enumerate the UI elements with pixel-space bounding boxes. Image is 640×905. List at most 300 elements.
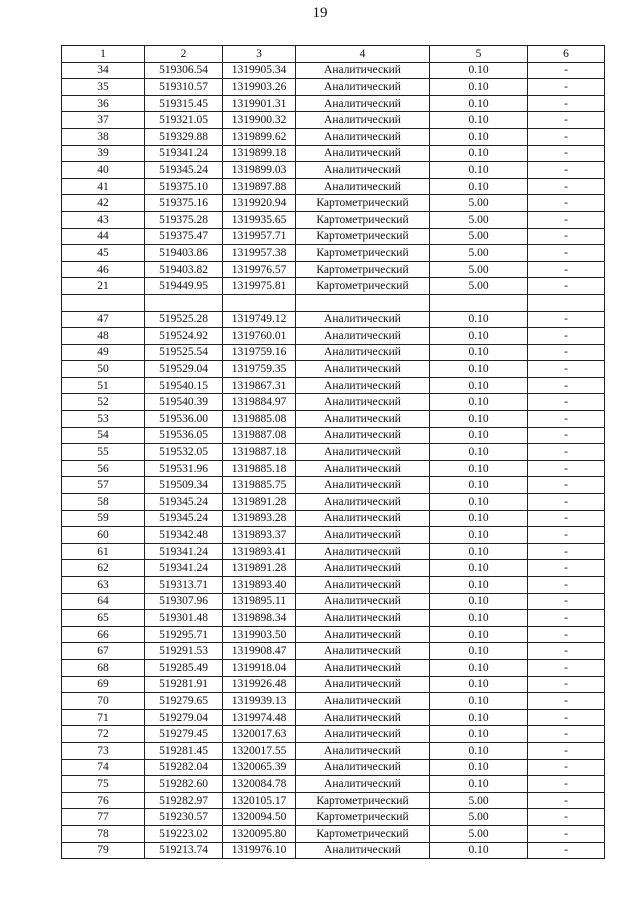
method-cell: Аналитический <box>296 643 430 660</box>
x-coordinate-cell: 519536.00 <box>145 411 223 428</box>
y-coordinate-cell: 1319885.75 <box>223 477 296 494</box>
table-row <box>62 394 605 411</box>
point-number-cell: 56 <box>62 460 145 477</box>
note-cell: - <box>528 776 605 793</box>
point-number-cell: 54 <box>62 427 145 444</box>
x-coordinate-cell: 519282.97 <box>145 792 223 809</box>
y-coordinate-cell: 1319920.94 <box>223 195 296 212</box>
method-cell: Аналитический <box>296 842 430 859</box>
point-number-cell: 42 <box>62 195 145 212</box>
method-cell: Аналитический <box>296 79 430 96</box>
point-number-cell: 58 <box>62 494 145 511</box>
method-cell: Картометрический <box>296 211 430 228</box>
header-cell: 4 <box>296 46 430 63</box>
method-cell: Аналитический <box>296 593 430 610</box>
x-coordinate-cell: 519531.96 <box>145 460 223 477</box>
table-row <box>62 344 605 361</box>
accuracy-cell: 0.10 <box>430 477 528 494</box>
point-number-cell: 76 <box>62 792 145 809</box>
point-number-cell: 21 <box>62 278 145 295</box>
note-cell: - <box>528 411 605 428</box>
accuracy-cell: 0.10 <box>430 560 528 577</box>
note-cell: - <box>528 626 605 643</box>
table-body <box>62 46 605 859</box>
note-cell: - <box>528 842 605 859</box>
y-coordinate-cell: 1319891.28 <box>223 560 296 577</box>
x-coordinate-cell: 519375.16 <box>145 195 223 212</box>
method-cell: Картометрический <box>296 809 430 826</box>
note-cell: - <box>528 245 605 262</box>
x-coordinate-cell: 519321.05 <box>145 112 223 129</box>
accuracy-cell: 5.00 <box>430 261 528 278</box>
method-cell: Аналитический <box>296 560 430 577</box>
point-number-cell: 39 <box>62 145 145 162</box>
accuracy-cell: 0.10 <box>430 377 528 394</box>
method-cell: Аналитический <box>296 95 430 112</box>
method-cell: Аналитический <box>296 328 430 345</box>
point-number-cell: 74 <box>62 759 145 776</box>
point-number-cell: 59 <box>62 510 145 527</box>
table-row <box>62 411 605 428</box>
y-coordinate-cell: 1320017.63 <box>223 726 296 743</box>
accuracy-cell: 0.10 <box>430 543 528 560</box>
note-cell: - <box>528 112 605 129</box>
x-coordinate-cell: 519509.34 <box>145 477 223 494</box>
y-coordinate-cell: 1319903.50 <box>223 626 296 643</box>
y-coordinate-cell: 1319893.37 <box>223 527 296 544</box>
point-number-cell: 73 <box>62 742 145 759</box>
y-coordinate-cell: 1319899.03 <box>223 162 296 179</box>
accuracy-cell: 0.10 <box>430 577 528 594</box>
y-coordinate-cell <box>223 294 296 311</box>
x-coordinate-cell: 519313.71 <box>145 577 223 594</box>
method-cell: Аналитический <box>296 477 430 494</box>
point-number-cell: 37 <box>62 112 145 129</box>
y-coordinate-cell: 1319759.16 <box>223 344 296 361</box>
y-coordinate-cell: 1319974.48 <box>223 709 296 726</box>
table-row <box>62 460 605 477</box>
y-coordinate-cell: 1319887.08 <box>223 427 296 444</box>
note-cell: - <box>528 195 605 212</box>
accuracy-cell: 0.10 <box>430 344 528 361</box>
y-coordinate-cell: 1319957.71 <box>223 228 296 245</box>
point-number-cell: 60 <box>62 527 145 544</box>
y-coordinate-cell: 1319935.65 <box>223 211 296 228</box>
y-coordinate-cell: 1320094.50 <box>223 809 296 826</box>
x-coordinate-cell: 519310.57 <box>145 79 223 96</box>
point-number-cell: 36 <box>62 95 145 112</box>
y-coordinate-cell: 1320084.78 <box>223 776 296 793</box>
note-cell: - <box>528 560 605 577</box>
accuracy-cell: 0.10 <box>430 626 528 643</box>
table-header-row <box>62 46 605 63</box>
y-coordinate-cell: 1319899.18 <box>223 145 296 162</box>
x-coordinate-cell: 519279.65 <box>145 693 223 710</box>
method-cell: Аналитический <box>296 311 430 328</box>
note-cell: - <box>528 261 605 278</box>
x-coordinate-cell: 519213.74 <box>145 842 223 859</box>
accuracy-cell: 0.10 <box>430 128 528 145</box>
point-number-cell: 70 <box>62 693 145 710</box>
note-cell: - <box>528 361 605 378</box>
table-row <box>62 693 605 710</box>
x-coordinate-cell: 519345.24 <box>145 162 223 179</box>
method-cell: Аналитический <box>296 112 430 129</box>
note-cell <box>528 294 605 311</box>
note-cell: - <box>528 377 605 394</box>
accuracy-cell: 5.00 <box>430 228 528 245</box>
y-coordinate-cell: 1319976.57 <box>223 261 296 278</box>
header-cell: 3 <box>223 46 296 63</box>
note-cell: - <box>528 477 605 494</box>
y-coordinate-cell: 1319895.11 <box>223 593 296 610</box>
point-number-cell: 75 <box>62 776 145 793</box>
table-row <box>62 427 605 444</box>
x-coordinate-cell: 519525.54 <box>145 344 223 361</box>
method-cell: Аналитический <box>296 726 430 743</box>
accuracy-cell: 0.10 <box>430 593 528 610</box>
table-row <box>62 543 605 560</box>
note-cell: - <box>528 62 605 79</box>
method-cell: Картометрический <box>296 228 430 245</box>
method-cell: Аналитический <box>296 659 430 676</box>
x-coordinate-cell: 519281.91 <box>145 676 223 693</box>
header-cell: 6 <box>528 46 605 63</box>
y-coordinate-cell: 1319926.48 <box>223 676 296 693</box>
note-cell: - <box>528 162 605 179</box>
point-number-cell: 67 <box>62 643 145 660</box>
method-cell: Картометрический <box>296 261 430 278</box>
y-coordinate-cell: 1319976.10 <box>223 842 296 859</box>
x-coordinate-cell: 519341.24 <box>145 560 223 577</box>
note-cell: - <box>528 593 605 610</box>
note-cell: - <box>528 228 605 245</box>
x-coordinate-cell: 519315.45 <box>145 95 223 112</box>
table-row <box>62 211 605 228</box>
table-row <box>62 776 605 793</box>
point-number-cell: 61 <box>62 543 145 560</box>
accuracy-cell: 0.10 <box>430 460 528 477</box>
accuracy-cell: 0.10 <box>430 411 528 428</box>
note-cell: - <box>528 809 605 826</box>
point-number-cell: 62 <box>62 560 145 577</box>
x-coordinate-cell: 519532.05 <box>145 444 223 461</box>
x-coordinate-cell: 519403.82 <box>145 261 223 278</box>
table-row <box>62 444 605 461</box>
x-coordinate-cell: 519341.24 <box>145 543 223 560</box>
accuracy-cell: 0.10 <box>430 95 528 112</box>
x-coordinate-cell: 519375.47 <box>145 228 223 245</box>
method-cell: Аналитический <box>296 377 430 394</box>
y-coordinate-cell: 1320065.39 <box>223 759 296 776</box>
x-coordinate-cell: 519524.92 <box>145 328 223 345</box>
table-row <box>62 742 605 759</box>
table-row <box>62 112 605 129</box>
accuracy-cell: 0.10 <box>430 361 528 378</box>
table-row <box>62 79 605 96</box>
note-cell: - <box>528 659 605 676</box>
method-cell: Аналитический <box>296 510 430 527</box>
note-cell: - <box>528 610 605 627</box>
table-row <box>62 162 605 179</box>
accuracy-cell: 0.10 <box>430 659 528 676</box>
accuracy-cell: 0.10 <box>430 676 528 693</box>
y-coordinate-cell: 1319900.32 <box>223 112 296 129</box>
accuracy-cell: 0.10 <box>430 112 528 129</box>
method-cell: Аналитический <box>296 693 430 710</box>
note-cell: - <box>528 95 605 112</box>
x-coordinate-cell: 519449.95 <box>145 278 223 295</box>
table-row <box>62 228 605 245</box>
x-coordinate-cell: 519301.48 <box>145 610 223 627</box>
point-number-cell: 57 <box>62 477 145 494</box>
header-cell: 2 <box>145 46 223 63</box>
x-coordinate-cell: 519281.45 <box>145 742 223 759</box>
x-coordinate-cell: 519285.49 <box>145 659 223 676</box>
method-cell: Аналитический <box>296 527 430 544</box>
method-cell: Аналитический <box>296 543 430 560</box>
y-coordinate-cell: 1319893.41 <box>223 543 296 560</box>
note-cell: - <box>528 178 605 195</box>
y-coordinate-cell: 1319975.81 <box>223 278 296 295</box>
x-coordinate-cell: 519342.48 <box>145 527 223 544</box>
point-number-cell: 49 <box>62 344 145 361</box>
accuracy-cell: 0.10 <box>430 610 528 627</box>
point-number-cell: 69 <box>62 676 145 693</box>
table-row <box>62 593 605 610</box>
accuracy-cell: 0.10 <box>430 643 528 660</box>
y-coordinate-cell: 1319893.28 <box>223 510 296 527</box>
point-number-cell: 63 <box>62 577 145 594</box>
point-number-cell: 71 <box>62 709 145 726</box>
accuracy-cell: 0.10 <box>430 709 528 726</box>
x-coordinate-cell <box>145 294 223 311</box>
table-row <box>62 311 605 328</box>
table-row <box>62 726 605 743</box>
point-number-cell: 47 <box>62 311 145 328</box>
accuracy-cell: 0.10 <box>430 510 528 527</box>
table-row <box>62 294 605 311</box>
y-coordinate-cell: 1319918.04 <box>223 659 296 676</box>
point-number-cell: 68 <box>62 659 145 676</box>
method-cell: Аналитический <box>296 460 430 477</box>
note-cell: - <box>528 709 605 726</box>
x-coordinate-cell: 519282.04 <box>145 759 223 776</box>
table-row <box>62 759 605 776</box>
y-coordinate-cell: 1319885.18 <box>223 460 296 477</box>
table-row <box>62 825 605 842</box>
accuracy-cell: 5.00 <box>430 809 528 826</box>
y-coordinate-cell: 1319898.34 <box>223 610 296 627</box>
method-cell: Аналитический <box>296 62 430 79</box>
accuracy-cell: 0.10 <box>430 62 528 79</box>
method-cell: Аналитический <box>296 178 430 195</box>
point-number-cell: 53 <box>62 411 145 428</box>
note-cell: - <box>528 278 605 295</box>
y-coordinate-cell: 1320017.55 <box>223 742 296 759</box>
accuracy-cell: 0.10 <box>430 693 528 710</box>
x-coordinate-cell: 519540.15 <box>145 377 223 394</box>
point-number-cell: 52 <box>62 394 145 411</box>
x-coordinate-cell: 519345.24 <box>145 494 223 511</box>
y-coordinate-cell: 1320095.80 <box>223 825 296 842</box>
x-coordinate-cell: 519307.96 <box>145 593 223 610</box>
accuracy-cell: 0.10 <box>430 178 528 195</box>
x-coordinate-cell: 519279.04 <box>145 709 223 726</box>
method-cell: Аналитический <box>296 626 430 643</box>
table-row <box>62 659 605 676</box>
accuracy-cell: 0.10 <box>430 394 528 411</box>
header-cell: 1 <box>62 46 145 63</box>
point-number-cell: 77 <box>62 809 145 826</box>
x-coordinate-cell: 519536.05 <box>145 427 223 444</box>
accuracy-cell: 0.10 <box>430 311 528 328</box>
method-cell: Аналитический <box>296 361 430 378</box>
y-coordinate-cell: 1319867.31 <box>223 377 296 394</box>
note-cell: - <box>528 543 605 560</box>
y-coordinate-cell: 1319905.34 <box>223 62 296 79</box>
coordinates-table <box>61 45 605 859</box>
note-cell: - <box>528 726 605 743</box>
note-cell: - <box>528 211 605 228</box>
table-row <box>62 610 605 627</box>
point-number-cell: 34 <box>62 62 145 79</box>
note-cell: - <box>528 494 605 511</box>
method-cell: Картометрический <box>296 792 430 809</box>
note-cell: - <box>528 145 605 162</box>
point-number-cell: 48 <box>62 328 145 345</box>
method-cell: Картометрический <box>296 245 430 262</box>
method-cell: Аналитический <box>296 676 430 693</box>
note-cell: - <box>528 328 605 345</box>
method-cell: Аналитический <box>296 709 430 726</box>
note-cell: - <box>528 311 605 328</box>
method-cell <box>296 294 430 311</box>
x-coordinate-cell: 519341.24 <box>145 145 223 162</box>
x-coordinate-cell: 519329.88 <box>145 128 223 145</box>
table-row <box>62 560 605 577</box>
point-number-cell: 40 <box>62 162 145 179</box>
x-coordinate-cell: 519230.57 <box>145 809 223 826</box>
x-coordinate-cell: 519291.53 <box>145 643 223 660</box>
accuracy-cell: 0.10 <box>430 79 528 96</box>
table-row <box>62 377 605 394</box>
note-cell: - <box>528 643 605 660</box>
note-cell: - <box>528 510 605 527</box>
x-coordinate-cell: 519525.28 <box>145 311 223 328</box>
note-cell: - <box>528 460 605 477</box>
point-number-cell: 45 <box>62 245 145 262</box>
point-number-cell: 46 <box>62 261 145 278</box>
page-number: 19 <box>312 5 328 21</box>
accuracy-cell: 5.00 <box>430 245 528 262</box>
x-coordinate-cell: 519295.71 <box>145 626 223 643</box>
note-cell: - <box>528 825 605 842</box>
table-row <box>62 145 605 162</box>
table-row <box>62 494 605 511</box>
method-cell: Картометрический <box>296 825 430 842</box>
y-coordinate-cell: 1319884.97 <box>223 394 296 411</box>
table-row <box>62 245 605 262</box>
point-number-cell: 35 <box>62 79 145 96</box>
accuracy-cell: 0.10 <box>430 726 528 743</box>
note-cell: - <box>528 759 605 776</box>
table-row <box>62 842 605 859</box>
point-number-cell: 79 <box>62 842 145 859</box>
table-row <box>62 577 605 594</box>
y-coordinate-cell: 1319749.12 <box>223 311 296 328</box>
note-cell: - <box>528 742 605 759</box>
accuracy-cell: 0.10 <box>430 759 528 776</box>
method-cell: Аналитический <box>296 394 430 411</box>
note-cell: - <box>528 676 605 693</box>
x-coordinate-cell: 519375.10 <box>145 178 223 195</box>
y-coordinate-cell: 1319885.08 <box>223 411 296 428</box>
y-coordinate-cell: 1319760.01 <box>223 328 296 345</box>
method-cell: Аналитический <box>296 344 430 361</box>
method-cell: Аналитический <box>296 494 430 511</box>
point-number-cell: 65 <box>62 610 145 627</box>
y-coordinate-cell: 1319893.40 <box>223 577 296 594</box>
table-row <box>62 510 605 527</box>
table-row <box>62 178 605 195</box>
note-cell: - <box>528 394 605 411</box>
method-cell: Аналитический <box>296 411 430 428</box>
x-coordinate-cell: 519540.39 <box>145 394 223 411</box>
y-coordinate-cell: 1319899.62 <box>223 128 296 145</box>
table-row <box>62 278 605 295</box>
x-coordinate-cell: 519529.04 <box>145 361 223 378</box>
x-coordinate-cell: 519279.45 <box>145 726 223 743</box>
y-coordinate-cell: 1319901.31 <box>223 95 296 112</box>
accuracy-cell: 0.10 <box>430 776 528 793</box>
note-cell: - <box>528 79 605 96</box>
accuracy-cell: 0.10 <box>430 145 528 162</box>
header-cell: 5 <box>430 46 528 63</box>
x-coordinate-cell: 519306.54 <box>145 62 223 79</box>
accuracy-cell: 0.10 <box>430 742 528 759</box>
note-cell: - <box>528 693 605 710</box>
method-cell: Аналитический <box>296 759 430 776</box>
table-row <box>62 809 605 826</box>
x-coordinate-cell: 519375.28 <box>145 211 223 228</box>
accuracy-cell: 0.10 <box>430 527 528 544</box>
method-cell: Аналитический <box>296 427 430 444</box>
x-coordinate-cell: 519282.60 <box>145 776 223 793</box>
table-row <box>62 792 605 809</box>
accuracy-cell: 0.10 <box>430 328 528 345</box>
y-coordinate-cell: 1319891.28 <box>223 494 296 511</box>
method-cell: Картометрический <box>296 278 430 295</box>
y-coordinate-cell: 1319939.13 <box>223 693 296 710</box>
point-number-cell: 55 <box>62 444 145 461</box>
accuracy-cell: 5.00 <box>430 211 528 228</box>
point-number-cell: 50 <box>62 361 145 378</box>
note-cell: - <box>528 427 605 444</box>
table-row <box>62 195 605 212</box>
table-row <box>62 527 605 544</box>
table-row <box>62 626 605 643</box>
note-cell: - <box>528 527 605 544</box>
table-row <box>62 709 605 726</box>
y-coordinate-cell: 1319903.26 <box>223 79 296 96</box>
method-cell: Картометрический <box>296 195 430 212</box>
method-cell: Аналитический <box>296 742 430 759</box>
table-row <box>62 477 605 494</box>
table-row <box>62 95 605 112</box>
note-cell: - <box>528 792 605 809</box>
x-coordinate-cell: 519345.24 <box>145 510 223 527</box>
